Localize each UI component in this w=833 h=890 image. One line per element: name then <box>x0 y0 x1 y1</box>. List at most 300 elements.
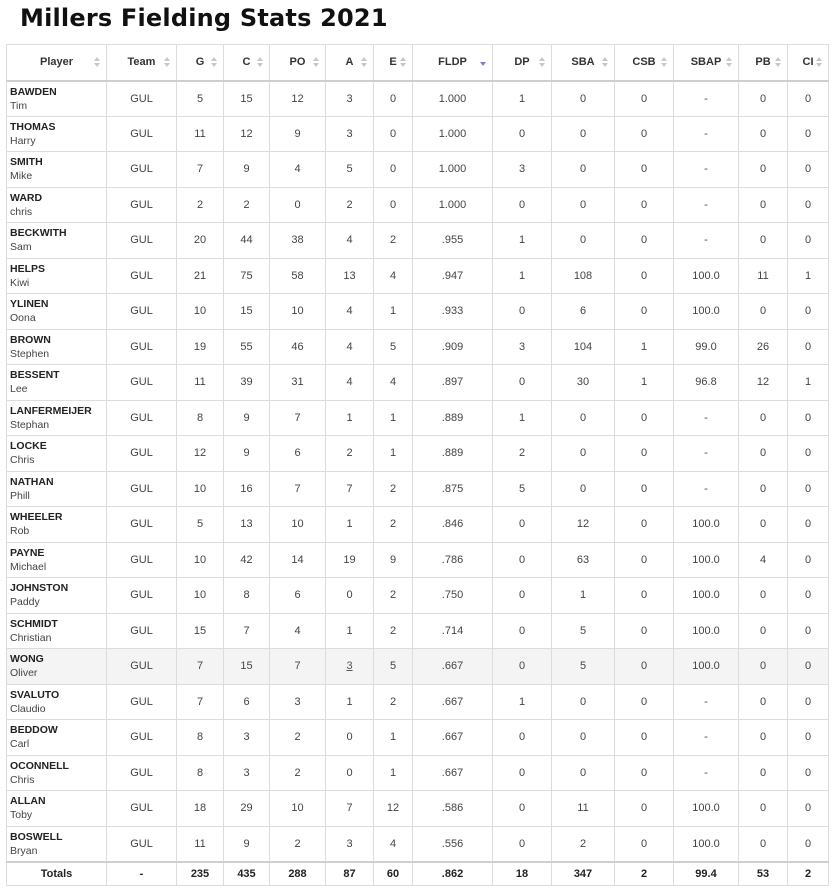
cell-sbap <box>674 684 739 720</box>
player-last-name-link[interactable]: YLINEN <box>10 298 49 311</box>
cell-c <box>224 826 270 862</box>
column-header-label: Team <box>127 56 156 69</box>
cell-csb-value: 0 <box>640 518 648 531</box>
cell-pb-value: 0 <box>759 411 767 424</box>
cell-team-value: GUL <box>130 802 153 815</box>
cell-pb <box>739 436 788 472</box>
cell-csb <box>615 542 674 578</box>
cell-fldp-value: .889 <box>441 447 464 460</box>
cell-fldp-value: .909 <box>441 340 464 353</box>
table-row[interactable] <box>7 755 829 791</box>
cell-csb <box>615 258 674 294</box>
player-cell <box>7 826 107 862</box>
player-cell <box>7 116 107 152</box>
cell-fldp <box>413 329 493 365</box>
cell-fldp-value: 1.000 <box>438 163 467 176</box>
column-header-label: DP <box>514 56 530 69</box>
player-last-name-link[interactable]: BEDDOW <box>10 724 58 737</box>
table-row[interactable] <box>7 720 829 756</box>
cell-g-value: 20 <box>193 234 207 247</box>
table-row[interactable] <box>7 471 829 507</box>
cell-csb <box>615 507 674 543</box>
cell-po <box>270 507 326 543</box>
cell-po <box>270 649 326 685</box>
cell-a <box>326 116 374 152</box>
cell-sba <box>552 365 615 401</box>
cell-pb-value: 0 <box>759 482 767 495</box>
cell-ci-value: 0 <box>804 660 812 673</box>
cell-sba-value: 6 <box>579 305 587 318</box>
table-row[interactable] <box>7 649 829 685</box>
cell-e-value: 5 <box>389 340 397 353</box>
cell-ci-value: 0 <box>804 92 812 105</box>
player-last-name-link[interactable]: LANFERMEIJER <box>10 404 92 417</box>
player-last-name-link[interactable]: SMITH <box>10 156 43 169</box>
cell-g <box>177 507 224 543</box>
cell-c <box>224 365 270 401</box>
cell-a <box>326 81 374 117</box>
table-row[interactable] <box>7 578 829 614</box>
player-last-name-link[interactable]: THOMAS <box>10 120 56 133</box>
cell-ci <box>788 542 829 578</box>
sort-down-arrow-icon <box>257 63 263 67</box>
cell-fldp-value: .667 <box>441 660 464 673</box>
cell-po-value: 7 <box>294 482 301 495</box>
cell-fldp-value: .846 <box>441 518 464 531</box>
cell-csb <box>615 116 674 152</box>
cell-csb-value: 0 <box>640 92 648 105</box>
player-cell <box>7 471 107 507</box>
cell-sbap <box>674 649 739 685</box>
totals-c: 435 <box>224 862 270 886</box>
table-row[interactable] <box>7 400 829 436</box>
cell-fldp-value: .556 <box>441 837 464 850</box>
player-last-name-link[interactable]: BESSENT <box>10 369 60 382</box>
cell-ci <box>788 329 829 365</box>
cell-a-value: 4 <box>346 340 353 353</box>
cell-csb-value: 0 <box>640 269 648 282</box>
cell-csb <box>615 436 674 472</box>
cell-a <box>326 755 374 791</box>
table-row[interactable] <box>7 791 829 827</box>
cell-ci <box>788 826 829 862</box>
sort-up-arrow-icon <box>211 57 217 61</box>
cell-pb-value: 0 <box>759 624 767 637</box>
table-row[interactable] <box>7 507 829 543</box>
table-row[interactable] <box>7 684 829 720</box>
column-header-label: SBA <box>571 56 595 69</box>
cell-team-value: GUL <box>130 269 153 282</box>
player-last-name-link[interactable]: ALLAN <box>10 795 46 808</box>
page-title: Millers Fielding Stats 2021 <box>20 4 388 32</box>
cell-dp-value: 0 <box>518 660 526 673</box>
cell-a-value: 4 <box>346 376 353 389</box>
cell-team-value: GUL <box>130 234 153 247</box>
column-header-e[interactable] <box>374 45 413 81</box>
cell-team-value: GUL <box>130 660 153 673</box>
player-last-name-link[interactable]: HELPS <box>10 262 46 275</box>
cell-e <box>374 436 413 472</box>
cell-a <box>326 684 374 720</box>
table-row[interactable] <box>7 81 829 117</box>
cell-c-value: 16 <box>240 482 253 495</box>
cell-g-value: 7 <box>196 695 204 708</box>
cell-csb-value: 1 <box>640 376 648 389</box>
cell-pb-value: 0 <box>759 234 767 247</box>
cell-team-value: GUL <box>130 482 153 495</box>
cell-a <box>326 400 374 436</box>
cell-sba-value: 0 <box>579 163 587 176</box>
player-last-name-link[interactable]: BECKWITH <box>10 227 67 240</box>
cell-e <box>374 116 413 152</box>
cell-po <box>270 578 326 614</box>
table-row[interactable] <box>7 436 829 472</box>
cell-sbap-value: - <box>704 163 708 176</box>
cell-ci <box>788 507 829 543</box>
cell-csb <box>615 471 674 507</box>
sort-down-arrow-icon <box>602 63 608 67</box>
cell-dp-value: 0 <box>518 376 526 389</box>
cell-fldp <box>413 294 493 330</box>
cell-po-value: 7 <box>294 660 301 673</box>
cell-fldp <box>413 826 493 862</box>
column-header-team[interactable] <box>107 45 177 81</box>
cell-g <box>177 116 224 152</box>
player-last-name-link[interactable]: PAYNE <box>10 546 45 559</box>
cell-pb <box>739 755 788 791</box>
cell-a <box>326 720 374 756</box>
cell-po <box>270 187 326 223</box>
cell-dp <box>493 81 552 117</box>
cell-sba <box>552 791 615 827</box>
cell-ci-value: 0 <box>804 731 812 744</box>
player-first-name: Rob <box>10 525 30 538</box>
cell-sbap <box>674 436 739 472</box>
sort-down-arrow-icon <box>816 63 822 67</box>
cell-g-value: 7 <box>196 660 204 673</box>
cell-fldp <box>413 116 493 152</box>
player-first-name: Paddy <box>10 596 40 609</box>
cell-dp-value: 0 <box>518 589 526 602</box>
cell-csb-value: 0 <box>640 731 648 744</box>
sort-icon <box>816 57 822 69</box>
cell-c-value: 2 <box>243 198 250 211</box>
cell-sba-value: 2 <box>579 837 587 850</box>
column-header-label: PB <box>755 56 771 69</box>
cell-po-value: 7 <box>294 411 301 424</box>
sort-down-arrow-icon <box>313 63 319 67</box>
cell-po <box>270 436 326 472</box>
cell-dp <box>493 578 552 614</box>
cell-a <box>326 329 374 365</box>
player-last-name-link[interactable]: JOHNSTON <box>10 582 69 595</box>
cell-po <box>270 826 326 862</box>
cell-sbap-value: - <box>704 482 708 495</box>
cell-e <box>374 578 413 614</box>
column-header-c[interactable] <box>224 45 270 81</box>
cell-dp-value: 1 <box>518 92 526 105</box>
cell-dp <box>493 507 552 543</box>
cell-sba-value: 5 <box>579 624 587 637</box>
cell-e-value: 0 <box>389 198 397 211</box>
sort-up-arrow-icon <box>313 57 319 61</box>
cell-fldp-value: .714 <box>441 624 464 637</box>
cell-po-value: 4 <box>294 624 301 637</box>
cell-pb <box>739 507 788 543</box>
cell-a <box>326 613 374 649</box>
cell-sbap-value: 100.0 <box>692 624 720 637</box>
cell-csb-value: 0 <box>640 802 648 815</box>
cell-sba <box>552 187 615 223</box>
player-last-name-link[interactable]: BROWN <box>10 333 51 346</box>
cell-fldp <box>413 542 493 578</box>
player-last-name-link[interactable]: BOSWELL <box>10 830 63 843</box>
cell-sba <box>552 507 615 543</box>
cell-ci-value: 0 <box>804 127 812 140</box>
column-header-g[interactable] <box>177 45 224 81</box>
cell-a-value: 1 <box>346 695 353 708</box>
cell-team <box>107 81 177 117</box>
cell-po <box>270 471 326 507</box>
column-header-ci[interactable] <box>788 45 829 81</box>
cell-sba <box>552 755 615 791</box>
table-row[interactable] <box>7 294 829 330</box>
player-cell <box>7 507 107 543</box>
cell-fldp-value: .586 <box>441 802 464 815</box>
table-row[interactable] <box>7 365 829 401</box>
player-cell <box>7 294 107 330</box>
cell-csb-value: 0 <box>640 553 648 566</box>
table-row[interactable] <box>7 542 829 578</box>
player-last-name-link[interactable]: WONG <box>10 653 44 666</box>
totals-sba: 347 <box>552 862 615 886</box>
cell-ci <box>788 755 829 791</box>
cell-g <box>177 649 224 685</box>
cell-g-value: 8 <box>196 411 204 424</box>
cell-dp <box>493 223 552 259</box>
cell-sba <box>552 720 615 756</box>
cell-sbap-value: - <box>704 766 708 779</box>
cell-po-value: 46 <box>291 340 304 353</box>
cell-e <box>374 365 413 401</box>
sort-icon <box>211 57 217 69</box>
player-first-name: Mike <box>10 170 33 183</box>
cell-team-value: GUL <box>130 411 153 424</box>
table-row[interactable] <box>7 258 829 294</box>
table-row[interactable] <box>7 826 829 862</box>
cell-sbap-value: - <box>704 234 708 247</box>
player-last-name-link[interactable]: WHEELER <box>10 511 63 524</box>
player-last-name-link[interactable]: BAWDEN <box>10 85 57 98</box>
sort-down-arrow-icon <box>661 63 667 67</box>
cell-pb-value: 0 <box>759 127 767 140</box>
cell-ci-value: 0 <box>804 482 812 495</box>
column-header-po[interactable] <box>270 45 326 81</box>
cell-a <box>326 365 374 401</box>
cell-c <box>224 684 270 720</box>
cell-e-value: 2 <box>389 234 397 247</box>
cell-dp-value: 1 <box>518 269 526 282</box>
player-first-name: Oona <box>10 312 36 325</box>
player-cell <box>7 684 107 720</box>
player-last-name-link[interactable]: OCONNELL <box>10 759 69 772</box>
cell-team-value: GUL <box>130 163 153 176</box>
player-first-name: Michael <box>10 560 47 573</box>
column-header-fldp[interactable] <box>413 45 493 81</box>
cell-team <box>107 258 177 294</box>
cell-e-value: 4 <box>389 837 397 850</box>
totals-fldp: .862 <box>413 862 493 886</box>
sort-icon <box>661 57 667 69</box>
cell-fldp <box>413 152 493 188</box>
cell-sbap <box>674 471 739 507</box>
cell-dp-value: 5 <box>518 482 526 495</box>
column-header-pb[interactable] <box>739 45 788 81</box>
cell-sbap <box>674 755 739 791</box>
table-body <box>7 81 829 862</box>
table-row[interactable] <box>7 613 829 649</box>
cell-sbap-value: - <box>704 127 708 140</box>
totals-g: 235 <box>177 862 224 886</box>
cell-sbap-value: 99.0 <box>695 340 717 353</box>
cell-fldp-value: .955 <box>441 234 464 247</box>
cell-fldp <box>413 507 493 543</box>
cell-c-value: 7 <box>243 624 250 637</box>
sort-up-arrow-icon <box>661 57 667 61</box>
sort-up-arrow-icon <box>539 57 545 61</box>
cell-g <box>177 720 224 756</box>
player-last-name-link[interactable]: WARD <box>10 191 43 204</box>
cell-po-value: 58 <box>291 269 304 282</box>
cell-sba <box>552 152 615 188</box>
table-row[interactable] <box>7 329 829 365</box>
column-header-csb[interactable] <box>615 45 674 81</box>
cell-sba <box>552 258 615 294</box>
cell-team <box>107 826 177 862</box>
cell-sba <box>552 826 615 862</box>
cell-c-value: 15 <box>240 660 253 673</box>
cell-pb-value: 0 <box>759 766 767 779</box>
table-row[interactable] <box>7 152 829 188</box>
cell-e-value: 1 <box>389 305 397 318</box>
player-last-name-link[interactable]: SVALUTO <box>10 688 60 701</box>
table-row[interactable] <box>7 187 829 223</box>
cell-sbap <box>674 81 739 117</box>
cell-a <box>326 294 374 330</box>
cell-ci-value: 0 <box>804 695 812 708</box>
sort-icon <box>94 57 100 69</box>
player-cell <box>7 578 107 614</box>
cell-csb-value: 0 <box>640 482 648 495</box>
cell-team <box>107 542 177 578</box>
cell-sba-value: 104 <box>573 340 593 353</box>
column-header-dp[interactable] <box>493 45 552 81</box>
cell-team <box>107 116 177 152</box>
cell-dp <box>493 755 552 791</box>
cell-a <box>326 507 374 543</box>
cell-sba-value: 5 <box>579 660 587 673</box>
cell-g-value: 11 <box>194 376 206 389</box>
cell-csb <box>615 649 674 685</box>
cell-po-value: 4 <box>294 163 301 176</box>
cell-ci-value: 0 <box>804 234 812 247</box>
cell-ci-value: 0 <box>804 163 812 176</box>
cell-csb-value: 0 <box>640 589 648 602</box>
cell-a <box>326 826 374 862</box>
cell-sbap-value: 96.8 <box>695 376 717 389</box>
cell-dp-value: 0 <box>518 518 526 531</box>
player-last-name-link[interactable]: NATHAN <box>10 475 54 488</box>
cell-team-value: GUL <box>130 376 153 389</box>
cell-fldp-value: .786 <box>441 553 464 566</box>
cell-c <box>224 400 270 436</box>
cell-team <box>107 720 177 756</box>
cell-e <box>374 294 413 330</box>
player-first-name: Tim <box>10 99 28 112</box>
cell-sbap-value: - <box>704 92 708 105</box>
cell-sbap-value: 100.0 <box>692 518 720 531</box>
column-header-player[interactable] <box>7 45 107 81</box>
cell-pb <box>739 649 788 685</box>
cell-g-value: 8 <box>196 731 204 744</box>
cell-team-value: GUL <box>130 340 153 353</box>
cell-e-value: 5 <box>389 660 397 673</box>
cell-c <box>224 81 270 117</box>
cell-g <box>177 294 224 330</box>
cell-e <box>374 684 413 720</box>
totals-label: Totals <box>7 862 107 886</box>
cell-c <box>224 649 270 685</box>
cell-g <box>177 826 224 862</box>
player-first-name: Carl <box>10 738 30 751</box>
cell-pb-value: 0 <box>759 305 767 318</box>
column-header-sbap[interactable] <box>674 45 739 81</box>
sort-icon <box>539 57 545 69</box>
player-first-name: Sam <box>10 241 32 254</box>
cell-pb-value: 0 <box>759 92 767 105</box>
cell-team <box>107 649 177 685</box>
cell-e-value: 12 <box>386 802 400 815</box>
cell-po-value: 38 <box>291 234 304 247</box>
cell-ci <box>788 471 829 507</box>
cell-a-value: 0 <box>346 731 353 744</box>
column-header-a[interactable] <box>326 45 374 81</box>
cell-sba-value: 0 <box>579 92 587 105</box>
player-last-name-link[interactable]: SCHMIDT <box>10 617 58 630</box>
cell-ci <box>788 649 829 685</box>
player-last-name-link[interactable]: LOCKE <box>10 440 47 453</box>
cell-ci-value: 0 <box>804 802 812 815</box>
cell-pb <box>739 258 788 294</box>
table-row[interactable] <box>7 223 829 259</box>
cell-a-value: 13 <box>343 269 356 282</box>
cell-sbap <box>674 294 739 330</box>
cell-g-value: 19 <box>193 340 207 353</box>
cell-e-value: 2 <box>389 624 397 637</box>
cell-sba-value: 0 <box>579 198 587 211</box>
cell-team <box>107 223 177 259</box>
table-row[interactable] <box>7 116 829 152</box>
cell-e-value: 2 <box>389 589 397 602</box>
cell-dp <box>493 684 552 720</box>
column-header-sba[interactable] <box>552 45 615 81</box>
cell-fldp <box>413 365 493 401</box>
cell-c-value: 12 <box>240 127 253 140</box>
cell-pb <box>739 116 788 152</box>
column-header-label: C <box>242 56 251 69</box>
column-header-label: FLDP <box>438 56 467 69</box>
player-first-name: Stephan <box>10 418 50 431</box>
